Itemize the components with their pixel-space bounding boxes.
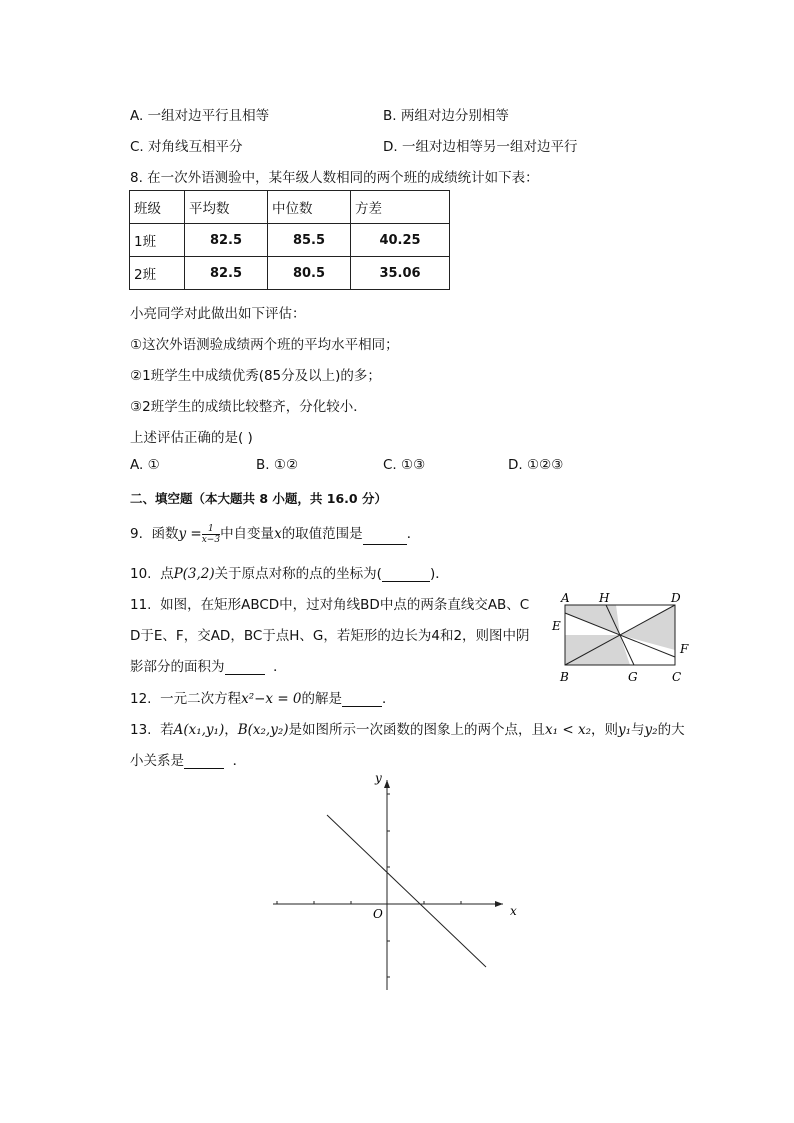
q13-line2: 小关系是 ． [130,753,247,769]
q8-question: 上述评估正确的是( ) [130,430,253,446]
answer-blank[interactable] [225,660,265,675]
q8-option-b: B. ①② [256,457,299,473]
q8-intro: 小亮同学对此做出如下评估： [130,306,306,322]
table-header: 平均数 [185,191,268,224]
function-line [327,815,486,967]
q9: 9. 函数y = $\frac{1}{x-3}$ 中自变量x的取值范围是 ． [130,523,421,545]
table-cell: 1班 [130,224,185,257]
q11-line2: D于E、F，交AD，BC于点H、G，若矩形的边长为4和2，则图中阴 [130,628,530,644]
table-row [130,224,450,257]
shaded-region-bottom [565,635,630,665]
label-d: D [671,591,681,605]
answer-blank[interactable] [184,754,224,769]
q13-line1: 13. 若A(x₁,y₁)，B(x₂,y₂)是如图所示一次函数的图象上的两个点，且x₁ < x₂，则y₁与y₂的大 [130,722,685,738]
table-header: 班级 [130,191,185,224]
table-cell: 35.06 [351,257,450,290]
score-table [129,190,450,290]
y-axis-label: y [375,771,382,785]
answer-blank[interactable] [342,692,382,707]
q10: 10. 点P(3,2)关于原点对称的点的坐标为( )． [130,566,449,582]
label-b: B [560,670,569,684]
q7-option-d: D. 一组对边相等另一组对边平行 [383,139,578,155]
answer-blank[interactable] [363,530,407,545]
label-a: A [561,591,570,605]
table-cell: 80.5 [268,257,351,290]
q8-statement-3: ③2班学生的成绩比较整齐，分化较小． [130,399,367,415]
table-cell: 2班 [130,257,185,290]
fraction: $\frac{1}{x-3}$ [201,523,221,545]
table-cell: 82.5 [185,257,268,290]
y-axis-arrow [384,780,390,788]
q8-option-c: C. ①③ [383,457,426,473]
table-header: 方差 [351,191,450,224]
q8-option-d: D. ①②③ [508,457,564,473]
table-header: 中位数 [268,191,351,224]
label-c: C [672,670,682,684]
rectangle-figure [550,590,700,686]
table-header-row [130,191,450,224]
label-e: E [552,619,561,633]
table-cell: 40.25 [351,224,450,257]
label-h: H [599,591,610,605]
table-cell: 85.5 [268,224,351,257]
q8-stem: 8. 在一次外语测验中，某年级人数相同的两个班的成绩统计如下表： [130,170,539,186]
q8-statement-1: ①这次外语测验成绩两个班的平均水平相同； [130,337,399,353]
shaded-region-right [620,605,675,650]
origin-label: O [373,907,383,921]
table-row [130,257,450,290]
q11-line1: 11. 如图，在矩形ABCD中，过对角线BD中点的两条直线交AB、C [130,597,530,613]
x-axis-arrow [495,901,503,907]
x-axis-label: x [510,904,517,918]
section-title: 二、填空题（本大题共 8 小题，共 16.0 分） [130,491,387,506]
label-f: F [680,642,689,656]
q7-option-c: C. 对角线互相平分 [130,139,243,155]
table-cell: 82.5 [185,224,268,257]
q7-option-a: A. 一组对边平行且相等 [130,108,270,124]
shaded-region-top [565,605,620,635]
q11-line3: 影部分的面积为 ． [130,659,287,675]
q8-option-a: A. ① [130,457,160,473]
answer-blank[interactable] [382,567,430,582]
q7-option-b: B. 两组对边分别相等 [383,108,509,124]
label-g: G [628,670,638,684]
q12: 12. 一元二次方程x²−x = 0的解是 ． [130,691,396,707]
linear-function-graph [265,770,525,995]
q8-statement-2: ②1班学生中成绩优秀(85分及以上)的多； [130,368,381,384]
